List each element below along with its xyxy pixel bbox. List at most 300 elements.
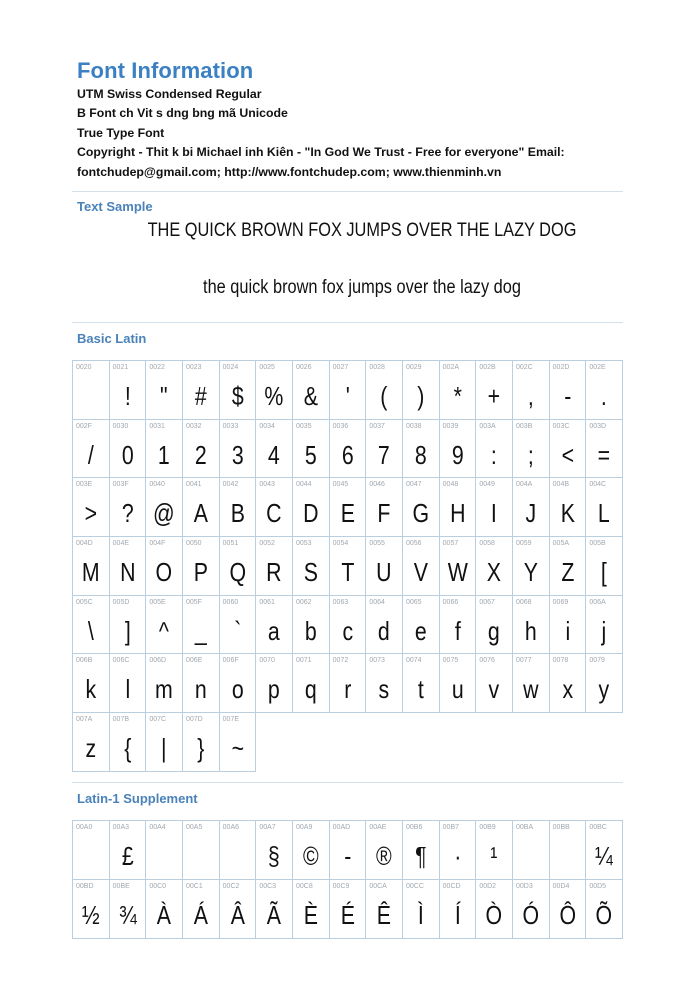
glyph-character: Í xyxy=(454,900,461,930)
glyph-code: 004E xyxy=(112,540,130,548)
glyph-cell xyxy=(440,420,477,479)
glyph-character: 3 xyxy=(231,439,244,470)
glyph-character: > xyxy=(84,498,98,529)
glyph-code: 00CA xyxy=(369,883,387,890)
glyph-cell xyxy=(256,821,293,880)
glyph-code: 0027 xyxy=(332,364,349,371)
glyph-character: h xyxy=(524,615,537,646)
glyph-code: 0077 xyxy=(516,657,532,665)
glyph-cell xyxy=(73,880,110,939)
glyph-cell xyxy=(146,821,183,880)
glyph-character: ½ xyxy=(81,900,100,930)
glyph-character: Ô xyxy=(559,900,576,930)
glyph-cell xyxy=(586,821,623,880)
glyph-cell xyxy=(440,880,477,939)
glyph-code: 0068 xyxy=(516,598,532,606)
glyph-code: 002F xyxy=(76,422,92,430)
glyph-character: 7 xyxy=(378,439,391,470)
glyph-character: 5 xyxy=(304,439,317,470)
glyph-code: 00A5 xyxy=(186,824,203,831)
glyph-cell xyxy=(440,361,477,420)
section-heading-basic-latin: Basic Latin xyxy=(77,331,147,346)
glyph-code: 0073 xyxy=(369,657,385,665)
glyph-character: X xyxy=(487,557,502,588)
glyph-code: 004F xyxy=(149,540,166,548)
glyph-code: 006B xyxy=(76,657,93,665)
glyph-cell xyxy=(586,478,623,537)
glyph-character: N xyxy=(119,557,136,588)
glyph-code: 00C0 xyxy=(149,883,167,890)
glyph-cell xyxy=(220,537,257,596)
glyph-code: 0038 xyxy=(406,422,422,430)
glyph-character: $ xyxy=(231,381,244,411)
glyph-cell xyxy=(220,596,257,655)
glyph-character: e xyxy=(414,615,427,646)
glyph-character: L xyxy=(598,498,611,529)
glyph-character: · xyxy=(453,841,462,871)
glyph-cell xyxy=(183,821,220,880)
glyph-cell xyxy=(513,821,550,880)
glyph-character: § xyxy=(268,841,281,871)
divider xyxy=(72,322,623,323)
glyph-cell xyxy=(550,596,587,655)
glyph-code: 003C xyxy=(552,422,570,430)
glyph-character: z xyxy=(85,733,97,764)
glyph-cell xyxy=(330,478,367,537)
glyph-character: ] xyxy=(124,615,131,646)
glyph-character: © xyxy=(302,841,319,871)
glyph-character: A xyxy=(193,498,208,529)
glyph-character: Y xyxy=(523,557,538,588)
glyph-cell xyxy=(440,478,477,537)
glyph-cell xyxy=(73,596,110,655)
glyph-code: 0042 xyxy=(222,481,239,489)
glyph-code: 004C xyxy=(589,481,607,489)
glyph-character: v xyxy=(488,674,500,705)
glyph-cell xyxy=(220,420,257,479)
glyph-code: 0055 xyxy=(369,540,385,548)
glyph-code: 0036 xyxy=(332,422,349,430)
glyph-cell xyxy=(293,361,330,420)
glyph-code: 002D xyxy=(552,364,570,371)
sample-uppercase: THE QUICK BROWN FOX JUMPS OVER THE LAZY DOG xyxy=(147,220,577,241)
glyph-code: 0063 xyxy=(332,598,349,606)
glyph-code: 00D2 xyxy=(479,883,497,890)
page-title: Font Information xyxy=(77,58,254,83)
glyph-code: 005F xyxy=(186,598,202,606)
glyph-cell xyxy=(403,537,440,596)
glyph-code: 0070 xyxy=(259,657,275,665)
glyph-character: 8 xyxy=(414,439,427,470)
glyph-code: 002E xyxy=(589,364,606,371)
glyph-cell xyxy=(183,420,220,479)
glyph-cell xyxy=(220,713,257,772)
glyph-character: t xyxy=(417,674,424,705)
glyph-cell xyxy=(513,420,550,479)
glyph-code: 0047 xyxy=(406,481,422,489)
glyph-character: % xyxy=(264,381,284,411)
glyph-cell xyxy=(110,361,147,420)
glyph-cell xyxy=(293,821,330,880)
glyph-character: & xyxy=(303,381,318,411)
glyph-character: K xyxy=(560,498,575,529)
glyph-code: 0053 xyxy=(296,540,312,548)
glyph-cell xyxy=(110,478,147,537)
glyph-cell xyxy=(366,537,403,596)
glyph-code: 0034 xyxy=(259,422,275,430)
glyph-cell xyxy=(256,420,293,479)
glyph-character: Ã xyxy=(267,900,282,930)
glyph-character: ^ xyxy=(159,615,170,646)
glyph-cell xyxy=(73,478,110,537)
glyph-character: 1 xyxy=(158,439,171,470)
glyph-code: 004B xyxy=(552,481,570,489)
glyph-cell xyxy=(110,713,147,772)
glyph-character: ¹ xyxy=(490,841,498,871)
glyph-code: 005D xyxy=(112,598,130,606)
glyph-cell xyxy=(476,537,513,596)
glyph-cell xyxy=(476,420,513,479)
glyph-code: 003E xyxy=(76,481,93,489)
glyph-code: 00C3 xyxy=(259,883,277,890)
glyph-character: * xyxy=(453,381,462,411)
glyph-cell xyxy=(256,537,293,596)
glyph-code: 005E xyxy=(149,598,166,606)
glyph-code: 0059 xyxy=(516,540,532,548)
glyph-character: Â xyxy=(230,900,245,930)
glyph-code: 00D3 xyxy=(516,883,533,890)
glyph-character: / xyxy=(87,439,94,470)
glyph-character: , xyxy=(527,381,534,411)
glyph-character: < xyxy=(561,439,574,470)
glyph-code: 007C xyxy=(149,716,167,724)
glyph-cell xyxy=(220,361,257,420)
glyph-cell xyxy=(550,537,587,596)
glyph-character: 9 xyxy=(451,439,464,470)
font-description: B Font ch Vit s dng bng mã Unicode xyxy=(77,106,288,121)
glyph-code: 0030 xyxy=(112,422,129,430)
glyph-code: 0043 xyxy=(259,481,275,489)
glyph-character: ` xyxy=(233,615,242,646)
section-heading-latin1-supplement: Latin-1 Supplement xyxy=(77,791,198,806)
glyph-cell xyxy=(73,821,110,880)
glyph-cell xyxy=(550,420,587,479)
glyph-cell xyxy=(110,654,147,713)
glyph-code: 00AE xyxy=(369,824,387,831)
glyph-grid-basic-latin xyxy=(72,360,623,772)
glyph-character: = xyxy=(597,439,611,470)
glyph-code: 00BC xyxy=(589,824,607,831)
glyph-cell xyxy=(550,478,587,537)
glyph-code: 0045 xyxy=(332,481,349,489)
glyph-character: W xyxy=(447,557,468,588)
glyph-code: 0051 xyxy=(222,540,239,548)
glyph-character: ' xyxy=(345,381,350,411)
glyph-cell xyxy=(366,880,403,939)
glyph-cell xyxy=(146,713,183,772)
glyph-cell xyxy=(73,713,110,772)
glyph-code: 00D5 xyxy=(589,883,607,890)
glyph-code: 006D xyxy=(149,657,167,665)
glyph-cell xyxy=(146,361,183,420)
glyph-character: o xyxy=(231,674,244,705)
glyph-cell xyxy=(550,654,587,713)
glyph-character: " xyxy=(160,381,168,411)
glyph-cell xyxy=(256,596,293,655)
glyph-character: - xyxy=(563,381,572,411)
glyph-character: ¶ xyxy=(415,841,427,871)
glyph-character: # xyxy=(194,381,207,411)
glyph-character: { xyxy=(123,733,132,764)
glyph-cell xyxy=(440,821,477,880)
glyph-code: 0031 xyxy=(149,422,165,430)
glyph-code: 0046 xyxy=(369,481,385,489)
glyph-code: 0050 xyxy=(186,540,202,548)
glyph-character: Á xyxy=(193,900,208,930)
glyph-code: 0052 xyxy=(259,540,275,548)
glyph-character: 0 xyxy=(121,439,134,470)
glyph-cell xyxy=(73,420,110,479)
glyph-character: R xyxy=(266,557,282,588)
section-heading-text-sample: Text Sample xyxy=(77,199,153,214)
glyph-cell xyxy=(256,478,293,537)
glyph-cell xyxy=(220,654,257,713)
glyph-cell xyxy=(476,821,513,880)
glyph-cell xyxy=(513,537,550,596)
glyph-code: 004D xyxy=(76,540,93,548)
glyph-code: 00A3 xyxy=(112,824,130,831)
glyph-cell xyxy=(586,880,623,939)
glyph-cell xyxy=(330,361,367,420)
glyph-code: 00D4 xyxy=(552,883,570,890)
glyph-character: ¾ xyxy=(118,900,137,930)
glyph-code: 002A xyxy=(442,364,460,371)
glyph-character: È xyxy=(303,900,318,930)
glyph-character: C xyxy=(266,498,282,529)
glyph-cell xyxy=(73,654,110,713)
glyph-character: H xyxy=(449,498,466,529)
glyph-cell xyxy=(183,654,220,713)
glyph-cell xyxy=(330,537,367,596)
glyph-cell xyxy=(330,880,367,939)
glyph-character: y xyxy=(598,674,610,705)
glyph-cell xyxy=(366,654,403,713)
glyph-character: É xyxy=(340,900,355,930)
glyph-code: 003D xyxy=(589,422,607,430)
glyph-character: j xyxy=(601,615,607,646)
glyph-character xyxy=(76,376,105,416)
glyph-character: | xyxy=(161,733,167,764)
glyph-cell xyxy=(330,596,367,655)
glyph-character: ® xyxy=(376,841,393,871)
glyph-code: 003A xyxy=(479,422,496,430)
glyph-character: k xyxy=(85,674,97,705)
glyph-code: 006E xyxy=(186,657,203,665)
glyph-code: 005A xyxy=(552,540,570,548)
glyph-character: a xyxy=(268,615,281,646)
glyph-character: S xyxy=(303,557,318,588)
glyph-code: 00BE xyxy=(112,883,130,890)
glyph-code: 0044 xyxy=(296,481,312,489)
glyph-cell xyxy=(366,478,403,537)
glyph-cell xyxy=(513,596,550,655)
glyph-cell xyxy=(73,361,110,420)
glyph-code: 00A9 xyxy=(296,824,313,831)
glyph-code: 00CC xyxy=(406,883,424,890)
glyph-character xyxy=(186,836,215,876)
glyph-cell xyxy=(440,596,477,655)
glyph-cell xyxy=(110,880,147,939)
glyph-cell xyxy=(220,880,257,939)
glyph-character: c xyxy=(342,615,353,646)
glyph-cell xyxy=(183,596,220,655)
glyph-cell xyxy=(366,821,403,880)
glyph-cell xyxy=(403,654,440,713)
glyph-cell xyxy=(403,420,440,479)
glyph-code: 0041 xyxy=(186,481,202,489)
glyph-code: 0058 xyxy=(479,540,495,548)
glyph-cell xyxy=(110,596,147,655)
glyph-character: M xyxy=(81,557,100,588)
glyph-character: T xyxy=(340,557,355,588)
sample-lowercase: the quick brown fox jumps over the lazy dog xyxy=(203,277,521,298)
glyph-code: 0065 xyxy=(406,598,422,606)
glyph-code: 0075 xyxy=(442,657,459,665)
glyph-character: F xyxy=(377,498,391,529)
glyph-character: 2 xyxy=(194,439,207,470)
glyph-cell xyxy=(183,537,220,596)
glyph-character xyxy=(223,836,252,876)
glyph-character: l xyxy=(125,674,130,705)
glyph-character: Õ xyxy=(595,900,613,930)
glyph-code: 0023 xyxy=(186,364,202,371)
divider xyxy=(72,782,623,783)
glyph-character xyxy=(76,836,105,876)
glyph-character: _ xyxy=(194,615,207,646)
glyph-code: 007E xyxy=(222,716,240,724)
glyph-character: - xyxy=(343,841,352,871)
glyph-character: Z xyxy=(560,557,575,588)
font-contact: fontchudep@gmail.com; http://www.fontchudep.com; www.thienminh.vn xyxy=(77,164,502,179)
glyph-code: 002C xyxy=(516,364,533,371)
font-info-list xyxy=(77,85,657,182)
glyph-code: 0022 xyxy=(149,364,165,371)
glyph-code: 00C8 xyxy=(296,883,313,890)
glyph-cell xyxy=(146,420,183,479)
glyph-code: 00C2 xyxy=(222,883,240,890)
glyph-code: 003F xyxy=(112,481,129,489)
glyph-code: 0076 xyxy=(479,657,495,665)
glyph-cell xyxy=(330,821,367,880)
glyph-cell xyxy=(183,713,220,772)
glyph-code: 006C xyxy=(112,657,130,665)
glyph-cell xyxy=(403,478,440,537)
glyph-cell xyxy=(403,596,440,655)
font-copyright: Copyright - Thit k bi Michael inh Kiên - "In God We Trust - Free for everyone" Email: xyxy=(77,145,565,160)
glyph-cell xyxy=(440,537,477,596)
glyph-character: £ xyxy=(121,841,134,871)
glyph-character: ; xyxy=(527,439,534,470)
glyph-character: I xyxy=(491,498,498,529)
glyph-cell xyxy=(476,361,513,420)
glyph-character: m xyxy=(155,674,174,705)
glyph-character: + xyxy=(487,381,501,411)
glyph-character: O xyxy=(155,557,173,588)
glyph-character: . xyxy=(601,381,608,411)
glyph-cell xyxy=(476,596,513,655)
glyph-code: 00A7 xyxy=(259,824,276,831)
glyph-code: 00AD xyxy=(332,824,351,831)
glyph-code: 0032 xyxy=(186,422,202,430)
glyph-character: À xyxy=(157,900,172,930)
glyph-character: U xyxy=(376,557,392,588)
glyph-code: 0056 xyxy=(406,540,422,548)
glyph-character: s xyxy=(378,674,390,705)
glyph-character: 4 xyxy=(268,439,281,470)
glyph-cell xyxy=(110,537,147,596)
glyph-code: 007D xyxy=(186,716,203,724)
glyph-cell xyxy=(73,537,110,596)
glyph-cell xyxy=(183,361,220,420)
glyph-code: 0048 xyxy=(442,481,459,489)
glyph-cell xyxy=(330,420,367,479)
glyph-character: ¼ xyxy=(595,841,614,871)
glyph-code: 0071 xyxy=(296,657,312,665)
glyph-code: 00B9 xyxy=(479,824,496,831)
glyph-code: 005C xyxy=(76,598,93,606)
glyph-code: 0033 xyxy=(222,422,239,430)
glyph-cell xyxy=(146,880,183,939)
glyph-cell xyxy=(403,361,440,420)
glyph-character: ! xyxy=(124,381,131,411)
glyph-cell xyxy=(220,478,257,537)
glyph-code: 0079 xyxy=(589,657,605,665)
glyph-character: J xyxy=(525,498,537,529)
glyph-code: 007B xyxy=(112,716,130,724)
glyph-cell xyxy=(183,880,220,939)
glyph-cell xyxy=(146,596,183,655)
glyph-cell xyxy=(110,420,147,479)
glyph-cell xyxy=(293,420,330,479)
glyph-code: 00B6 xyxy=(406,824,423,831)
glyph-character: u xyxy=(451,674,464,705)
glyph-code: 0072 xyxy=(332,657,349,665)
glyph-cell xyxy=(146,654,183,713)
glyph-character: B xyxy=(230,498,245,529)
glyph-code: 0025 xyxy=(259,364,275,371)
glyph-code: 00A4 xyxy=(149,824,166,831)
glyph-code: 0060 xyxy=(222,598,239,606)
glyph-code: 00BD xyxy=(76,883,94,890)
glyph-code: 0029 xyxy=(406,364,422,371)
glyph-character: f xyxy=(454,615,461,646)
divider xyxy=(72,191,623,192)
glyph-character: G xyxy=(412,498,430,529)
glyph-cell xyxy=(513,654,550,713)
glyph-character: P xyxy=(193,557,208,588)
glyph-cell xyxy=(366,596,403,655)
glyph-cell xyxy=(220,821,257,880)
font-type: True Type Font xyxy=(77,125,165,140)
glyph-code: 00C9 xyxy=(332,883,350,890)
glyph-code: 005B xyxy=(589,540,606,548)
glyph-cell xyxy=(146,537,183,596)
glyph-code: 00A0 xyxy=(76,824,93,831)
glyph-character: @ xyxy=(153,498,175,529)
glyph-character: ~ xyxy=(231,733,244,764)
glyph-character: ? xyxy=(121,498,134,529)
glyph-code: 00B7 xyxy=(442,824,460,831)
